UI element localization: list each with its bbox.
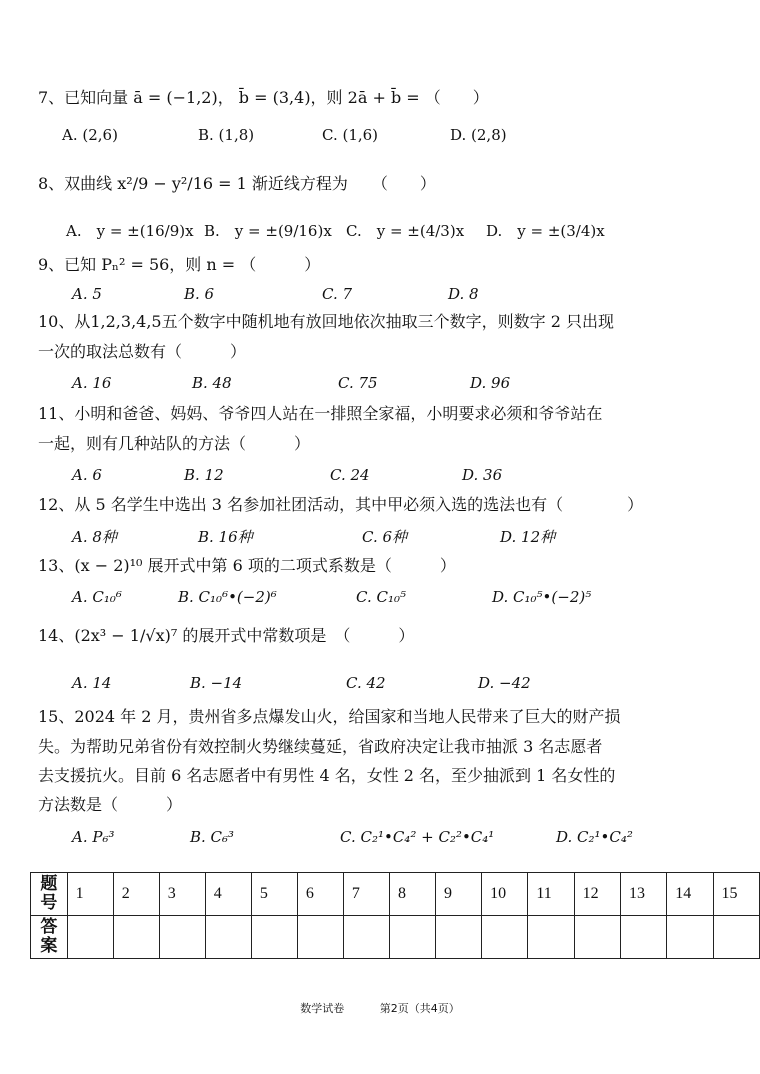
question-12-stem: 12、从 5 名学生中选出 3 名参加社团活动，其中甲必须入选的选法也有（ ） bbox=[38, 495, 644, 514]
question-7-option-b: B. (1,8) bbox=[198, 126, 255, 144]
question-13-option-c: C. C₁₀⁵ bbox=[356, 588, 406, 606]
answer-table-number: 12 bbox=[574, 873, 620, 916]
question-15-option-a: A. P₆³ bbox=[72, 828, 115, 846]
answer-table-number: 11 bbox=[528, 873, 574, 916]
question-15-option-d: D. C₂¹•C₄² bbox=[556, 828, 633, 846]
answer-cell[interactable] bbox=[251, 916, 297, 959]
answer-table-number: 14 bbox=[667, 873, 713, 916]
answer-table-answer-label: 答案 bbox=[31, 916, 68, 959]
footer-subject: 数学试卷 bbox=[300, 1002, 345, 1015]
answer-table-number: 4 bbox=[205, 873, 251, 916]
question-9-stem: 9、已知 Pₙ² = 56，则 n = （ ） bbox=[38, 255, 321, 274]
question-13-option-d: D. C₁₀⁵•(−2)⁵ bbox=[492, 588, 592, 606]
question-8-option-a: A. y = ±(16/9)x bbox=[66, 222, 194, 240]
answer-table-number: 10 bbox=[482, 873, 528, 916]
question-15-stem-line2: 失。为帮助兄弟省份有效控制火势继续蔓延，省政府决定让我市抽派 3 名志愿者 bbox=[38, 737, 603, 756]
question-12-option-b: B. 16种 bbox=[198, 528, 253, 546]
answer-table-answer-row bbox=[31, 916, 760, 959]
question-10-option-c: C. 75 bbox=[338, 374, 378, 392]
question-11-option-c: C. 24 bbox=[330, 466, 370, 484]
answer-cell[interactable] bbox=[620, 916, 666, 959]
question-12-option-c: C. 6种 bbox=[362, 528, 408, 546]
answer-table-number: 5 bbox=[251, 873, 297, 916]
question-14-option-d: D. −42 bbox=[478, 674, 531, 692]
question-14-option-c: C. 42 bbox=[346, 674, 386, 692]
footer-page-number: 第2页（共4页） bbox=[379, 1002, 460, 1015]
answer-table-number: 1 bbox=[67, 873, 113, 916]
question-13-option-a: A. C₁₀⁶ bbox=[72, 588, 122, 606]
answer-cell[interactable] bbox=[528, 916, 574, 959]
question-9-option-b: B. 6 bbox=[184, 285, 215, 303]
answer-table-number: 7 bbox=[343, 873, 389, 916]
answer-table-number-row bbox=[31, 873, 760, 916]
question-7-option-d: D. (2,8) bbox=[450, 126, 507, 144]
answer-table-number: 2 bbox=[113, 873, 159, 916]
question-7-option-c: C. (1,6) bbox=[322, 126, 379, 144]
answer-table-number: 8 bbox=[389, 873, 435, 916]
answer-cell[interactable] bbox=[436, 916, 482, 959]
answer-cell[interactable] bbox=[159, 916, 205, 959]
question-7-stem: 7、已知向量 ā = (−1,2)， b̄ = (3,4)，则 2ā + b̄ = （ ） bbox=[38, 88, 489, 107]
answer-table-number: 6 bbox=[297, 873, 343, 916]
question-11-stem: 11、小明和爸爸、妈妈、爷爷四人站在一排照全家福，小明要求必须和爷爷站在 bbox=[38, 404, 603, 423]
question-10-option-d: D. 96 bbox=[470, 374, 511, 392]
question-13-option-b: B. C₁₀⁶•(−2)⁶ bbox=[178, 588, 277, 606]
question-14-option-a: A. 14 bbox=[72, 674, 112, 692]
answer-cell[interactable] bbox=[389, 916, 435, 959]
question-15-option-c: C. C₂¹•C₄² + C₂²•C₄¹ bbox=[340, 828, 495, 846]
question-8-option-b: B. y = ±(9/16)x bbox=[204, 222, 332, 240]
answer-cell[interactable] bbox=[205, 916, 251, 959]
question-11-option-b: B. 12 bbox=[184, 466, 224, 484]
question-11-option-a: A. 6 bbox=[72, 466, 102, 484]
answer-cell[interactable] bbox=[667, 916, 713, 959]
question-14-option-b: B. −14 bbox=[190, 674, 243, 692]
answer-cell[interactable] bbox=[113, 916, 159, 959]
question-15-option-b: B. C₆³ bbox=[190, 828, 235, 846]
question-11-option-d: D. 36 bbox=[462, 466, 503, 484]
page-footer bbox=[0, 1000, 760, 1016]
question-12-option-d: D. 12种 bbox=[500, 528, 556, 546]
question-15-stem: 15、2024 年 2 月，贵州省多点爆发山火，给国家和当地人民带来了巨大的财产损 bbox=[38, 707, 621, 726]
question-12-option-a: A. 8种 bbox=[72, 528, 117, 546]
question-10-option-b: B. 48 bbox=[192, 374, 232, 392]
question-8-option-d: D. y = ±(3/4)x bbox=[486, 222, 605, 240]
question-9-option-d: D. 8 bbox=[448, 285, 479, 303]
answer-cell[interactable] bbox=[713, 916, 759, 959]
question-10-option-a: A. 16 bbox=[72, 374, 112, 392]
answer-table-number-label: 题号 bbox=[31, 873, 68, 916]
answer-cell[interactable] bbox=[67, 916, 113, 959]
question-9-option-c: C. 7 bbox=[322, 285, 353, 303]
answer-table-number: 13 bbox=[620, 873, 666, 916]
question-8-stem: 8、双曲线 x²/9 − y²/16 = 1 渐近线方程为 （ ） bbox=[38, 174, 436, 193]
answer-cell[interactable] bbox=[482, 916, 528, 959]
answer-cell[interactable] bbox=[297, 916, 343, 959]
answer-table-number: 15 bbox=[713, 873, 759, 916]
question-11-stem-line2: 一起，则有几种站队的方法（ ） bbox=[38, 434, 311, 453]
answer-table-number: 3 bbox=[159, 873, 205, 916]
question-8-option-c: C. y = ±(4/3)x bbox=[346, 222, 465, 240]
question-15-stem-line3: 去支援抗火。目前 6 名志愿者中有男性 4 名，女性 2 名，至少抽派到 1 名女性的 bbox=[38, 766, 616, 785]
question-7-option-a: A. (2,6) bbox=[62, 126, 118, 144]
question-15-stem-line4: 方法数是（ ） bbox=[38, 795, 183, 814]
question-9-option-a: A. 5 bbox=[72, 285, 102, 303]
question-10-stem-line2: 一次的取法总数有（ ） bbox=[38, 342, 247, 361]
answer-table bbox=[30, 872, 760, 959]
answer-cell[interactable] bbox=[343, 916, 389, 959]
question-13-stem: 13、(x − 2)¹⁰ 展开式中第 6 项的二项式系数是（ ） bbox=[38, 556, 456, 575]
question-10-stem: 10、从1,2,3,4,5五个数字中随机地有放回地依次抽取三个数字，则数字 2 只出现 bbox=[38, 312, 614, 331]
question-14-stem: 14、(2x³ − 1/√x)⁷ 的展开式中常数项是 （ ） bbox=[38, 626, 415, 645]
answer-table-number: 9 bbox=[436, 873, 482, 916]
answer-cell[interactable] bbox=[574, 916, 620, 959]
